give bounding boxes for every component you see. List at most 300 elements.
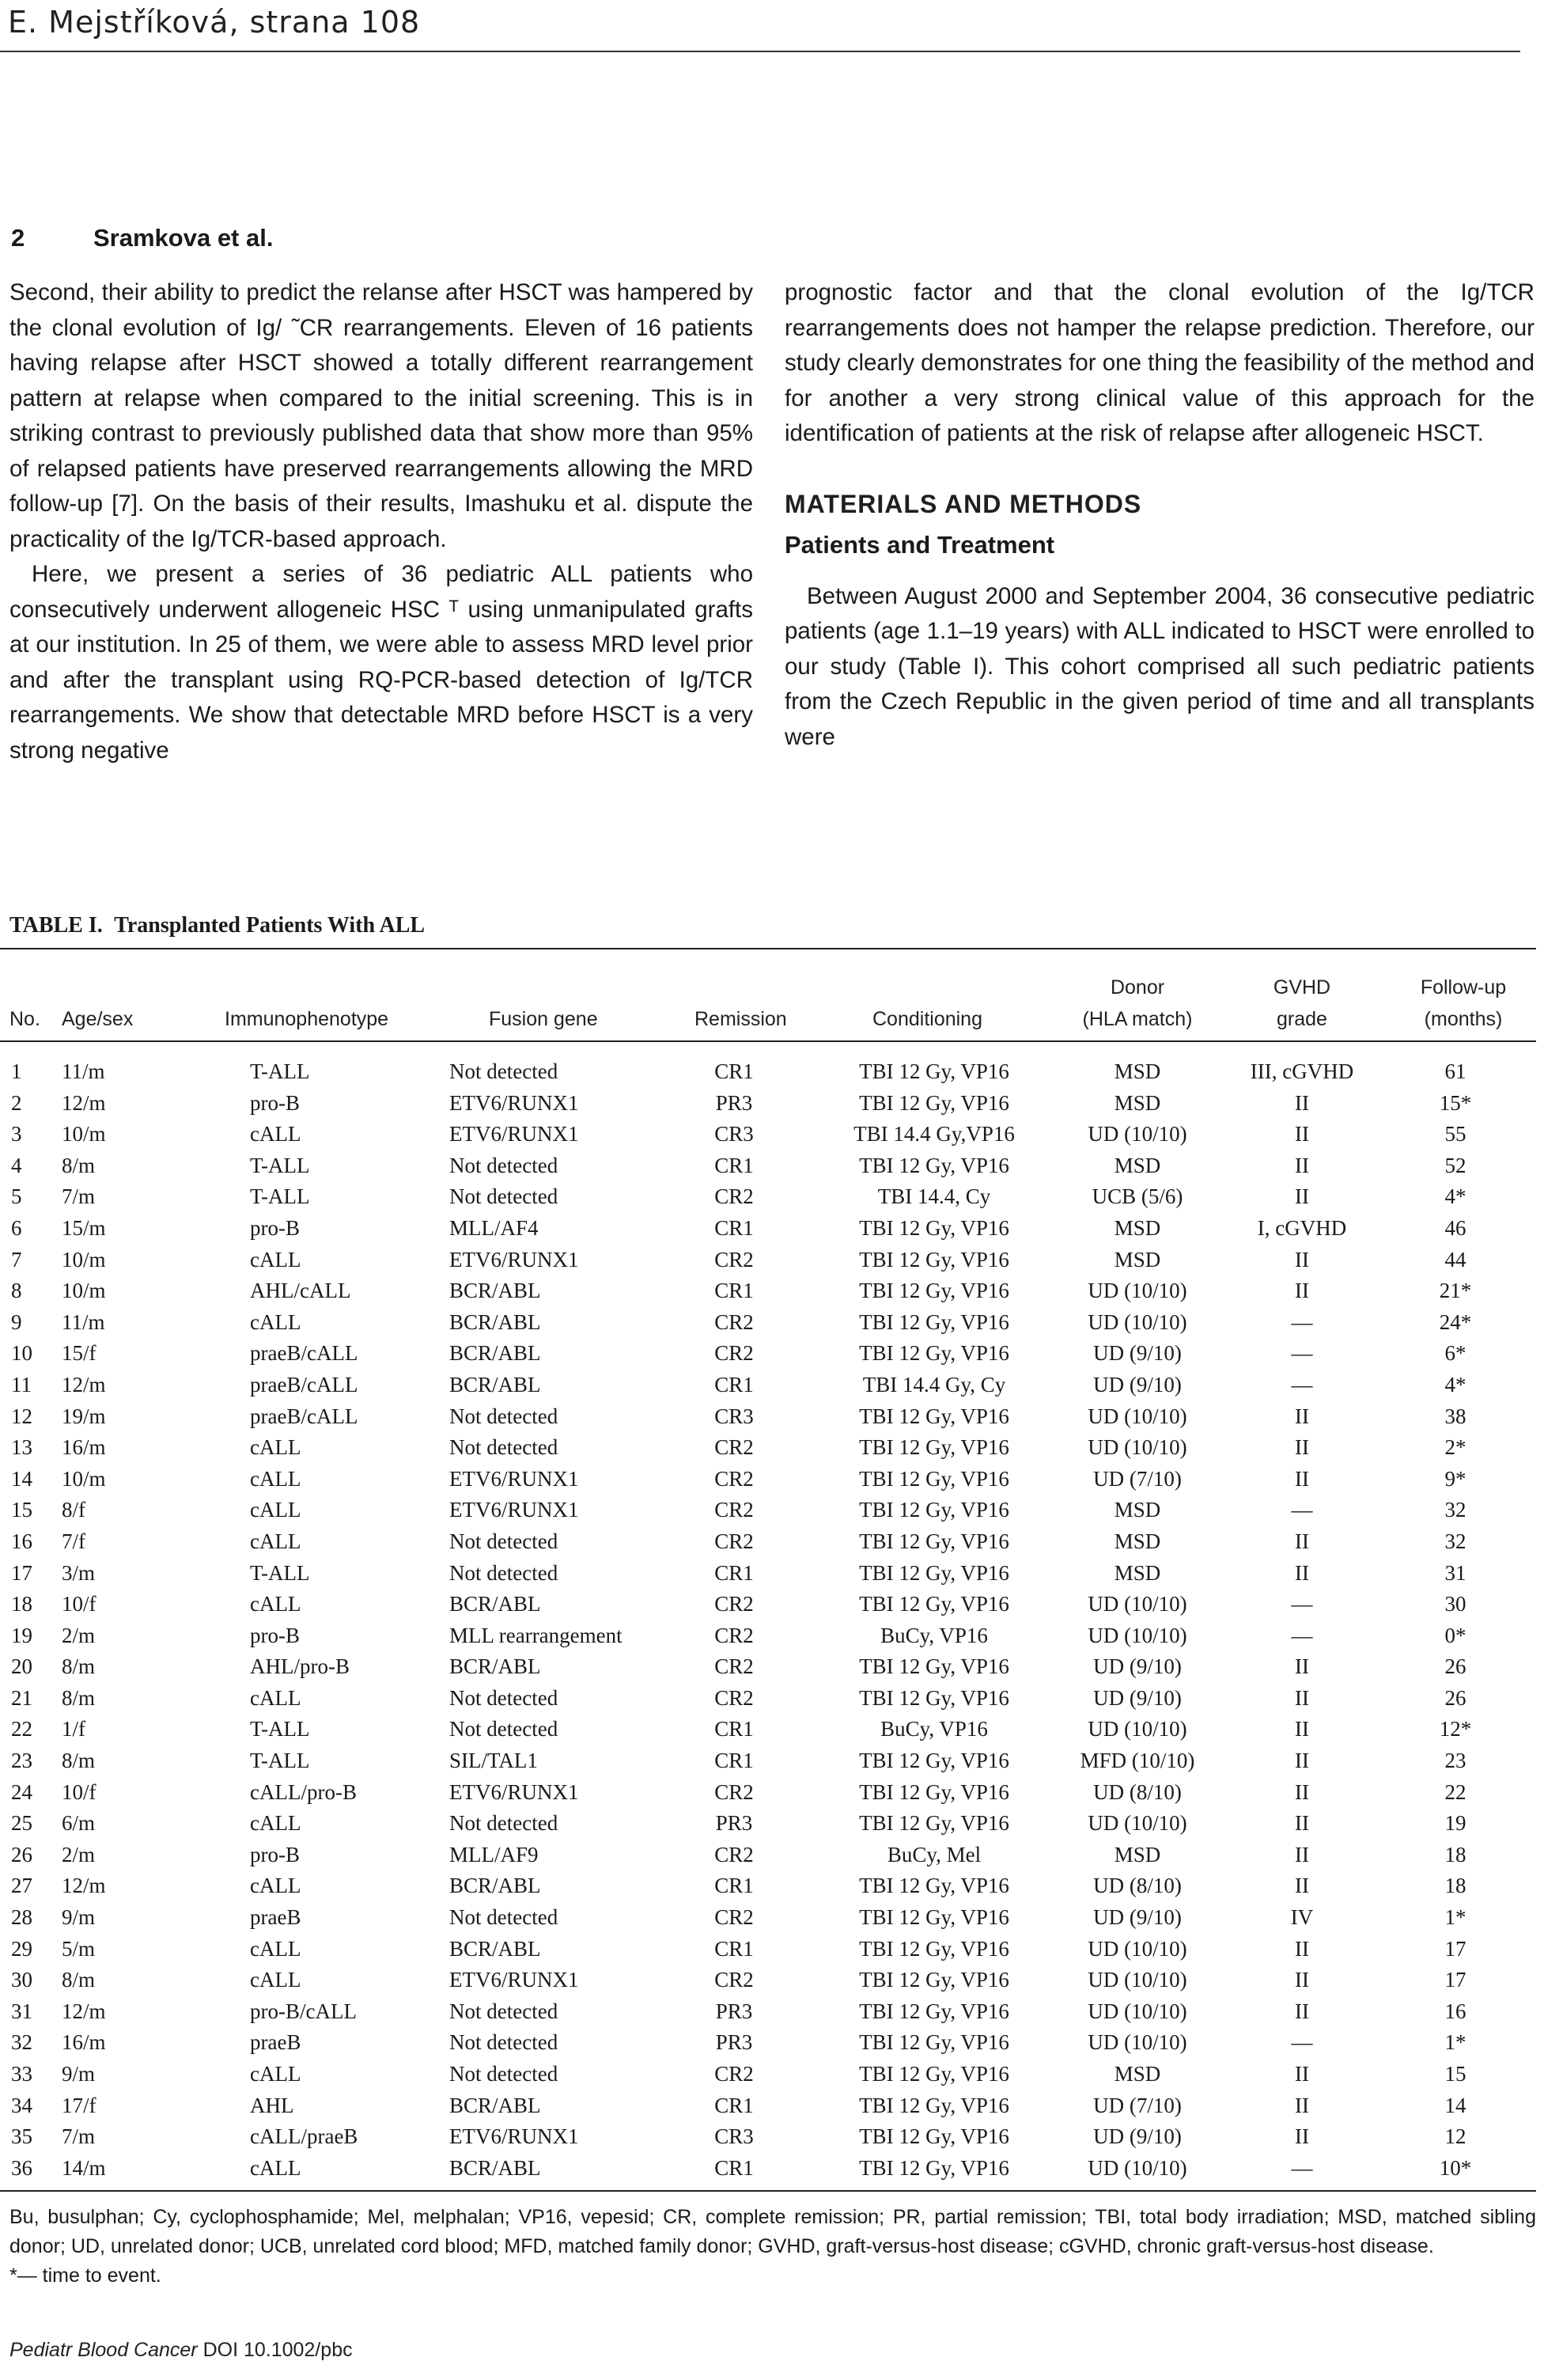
cell-remission: CR2: [714, 1435, 754, 1460]
cell-no: 23: [11, 1749, 32, 1773]
cell-conditioning: TBI 12 Gy, VP16: [859, 1404, 1009, 1428]
cell-fusion-gene: ETV6/RUNX1: [449, 1779, 579, 1804]
cell-age-sex: 14/m: [62, 2155, 106, 2180]
cell-no: 11: [11, 1372, 32, 1397]
cell-gvhd: —: [1291, 1592, 1313, 1616]
header-gvhd: GVHD: [1273, 976, 1331, 999]
cell-no: 4: [11, 1153, 22, 1177]
right-paragraph-continuation: prognostic factor and that the clonal evolution of the Ig/TCR rearrangements does not hamper the relapse prediction. Therefore, our study clearly demonstrates for one thing the feasibility of the method and for another a very strong clinical value of this approach for the identification of patients at the risk of relapse after allogeneic HSCT.: [785, 279, 1535, 446]
cell-age-sex: 10/m: [62, 1122, 106, 1146]
left-paragraph-2: Here, we present a series of 36 pediatric ALL patients who consecutively underwent allogeneic HSC ᵀ using unmanipulated grafts at our institution. In 25 of them, we were able to assess MRD level prior and after the transplant using RQ-PCR-based detection of Ig/TCR rearrangements. We show that detectable MRD before HSCT is a very strong negative: [9, 561, 753, 764]
cell-fusion-gene: ETV6/RUNX1: [449, 1247, 579, 1271]
cell-immunophenotype: cALL: [250, 1592, 301, 1616]
cell-no: 13: [11, 1435, 32, 1460]
page-header: E. Mejstříková, strana 108: [8, 5, 421, 40]
header-remission: Remission: [694, 1008, 787, 1030]
cell-fusion-gene: Not detected: [449, 1811, 558, 1836]
table-row: [0, 1056, 1536, 1088]
cell-followup: 1*: [1444, 1905, 1466, 1930]
cell-fusion-gene: Not detected: [449, 1404, 558, 1428]
cell-gvhd: III, cGVHD: [1250, 1059, 1354, 1083]
cell-followup: 15: [1444, 2062, 1466, 2086]
cell-no: 35: [11, 2124, 32, 2149]
table-row: [0, 2153, 1536, 2185]
cell-immunophenotype: praeB: [250, 2030, 301, 2055]
cell-followup: 15*: [1439, 1090, 1472, 1115]
cell-fusion-gene: SIL/TAL1: [449, 1749, 538, 1773]
cell-no: 8: [11, 1279, 22, 1303]
cell-conditioning: TBI 12 Gy, VP16: [859, 1090, 1009, 1115]
table-row: [0, 1651, 1536, 1683]
cell-donor: UD (10/10): [1088, 1717, 1187, 1741]
cell-fusion-gene: ETV6/RUNX1: [449, 2124, 579, 2149]
cell-donor: MFD (10/10): [1080, 1749, 1195, 1773]
footer-journal: Pediatr Blood Cancer: [9, 2339, 198, 2361]
cell-donor: UD (9/10): [1093, 1341, 1182, 1366]
cell-age-sex: 16/m: [62, 2030, 106, 2055]
cell-immunophenotype: cALL: [250, 1498, 301, 1522]
cell-donor: UD (8/10): [1093, 1779, 1182, 1804]
cell-remission: CR1: [714, 2093, 754, 2117]
cell-gvhd: II: [1295, 1999, 1309, 2023]
cell-conditioning: TBI 12 Gy, VP16: [859, 1874, 1009, 1898]
cell-age-sex: 11/m: [62, 1059, 105, 1083]
cell-no: 33: [11, 2062, 32, 2086]
cell-gvhd: —: [1291, 1372, 1313, 1397]
cell-gvhd: II: [1295, 1936, 1309, 1961]
cell-no: 18: [11, 1592, 32, 1616]
cell-no: 9: [11, 1309, 22, 1334]
cell-no: 34: [11, 2093, 32, 2117]
cell-age-sex: 2/m: [62, 1623, 96, 1647]
cell-donor: UD (10/10): [1088, 1623, 1187, 1647]
table-row: [0, 1965, 1536, 1996]
cell-followup: 17: [1444, 1968, 1466, 1992]
cell-age-sex: 8/m: [62, 1685, 96, 1710]
cell-age-sex: 12/m: [62, 1874, 106, 1898]
cell-remission: CR1: [714, 1059, 754, 1083]
cell-age-sex: 16/m: [62, 1435, 106, 1460]
cell-fusion-gene: BCR/ABL: [449, 1592, 541, 1616]
header-followup: Follow-up: [1420, 976, 1507, 999]
cell-age-sex: 10/f: [62, 1779, 96, 1804]
cell-donor: UD (10/10): [1088, 1592, 1187, 1616]
cell-no: 14: [11, 1466, 32, 1491]
table-row: [0, 1589, 1536, 1620]
cell-no: 36: [11, 2155, 32, 2180]
cell-gvhd: II: [1295, 1090, 1309, 1115]
table-row: [0, 1401, 1536, 1433]
cell-followup: 12: [1444, 2124, 1466, 2149]
cell-conditioning: TBI 12 Gy, VP16: [859, 2030, 1009, 2055]
cell-conditioning: TBI 12 Gy, VP16: [859, 1936, 1009, 1961]
table-title: Transplanted Patients With ALL: [114, 913, 426, 938]
cell-conditioning: TBI 12 Gy, VP16: [859, 1498, 1009, 1522]
cell-conditioning: TBI 14.4 Gy, Cy: [862, 1372, 1006, 1397]
cell-age-sex: 7/m: [62, 2124, 96, 2149]
cell-age-sex: 8/m: [62, 1749, 96, 1773]
cell-remission: CR2: [714, 1592, 754, 1616]
cell-gvhd: —: [1291, 1341, 1313, 1366]
table-row: [0, 1464, 1536, 1495]
cell-conditioning: TBI 12 Gy, VP16: [859, 1215, 1009, 1240]
cell-immunophenotype: AHL: [250, 2093, 294, 2117]
cell-immunophenotype: praeB/cALL: [250, 1341, 358, 1366]
cell-remission: CR1: [714, 1717, 754, 1741]
table-caption: [9, 913, 425, 938]
cell-donor: UD (10/10): [1088, 1279, 1187, 1303]
cell-remission: CR2: [714, 1968, 754, 1992]
cell-gvhd: II: [1295, 1968, 1309, 1992]
cell-age-sex: 2/m: [62, 1842, 96, 1866]
left-column: [9, 275, 753, 768]
cell-gvhd: II: [1295, 2062, 1309, 2086]
cell-conditioning: TBI 12 Gy, VP16: [859, 1247, 1009, 1271]
cell-age-sex: 12/m: [62, 1090, 106, 1115]
cell-conditioning: TBI 12 Gy, VP16: [859, 1466, 1009, 1491]
header-no: No.: [9, 1008, 40, 1030]
cell-no: 16: [11, 1529, 32, 1553]
cell-age-sex: 11/m: [62, 1309, 105, 1334]
cell-immunophenotype: cALL: [250, 1968, 301, 1992]
cell-no: 32: [11, 2030, 32, 2055]
cell-conditioning: BuCy, Mel: [887, 1842, 982, 1866]
table-row: [0, 1213, 1536, 1245]
cell-followup: 46: [1444, 1215, 1466, 1240]
cell-remission: CR1: [714, 1279, 754, 1303]
cell-fusion-gene: BCR/ABL: [449, 2155, 541, 2180]
cell-donor: MSD: [1114, 1153, 1161, 1177]
cell-immunophenotype: T-ALL: [250, 1749, 310, 1773]
cell-gvhd: —: [1291, 1623, 1313, 1647]
cell-followup: 10*: [1439, 2155, 1472, 2180]
cell-no: 6: [11, 1215, 22, 1240]
cell-conditioning: TBI 12 Gy, VP16: [859, 1968, 1009, 1992]
cell-age-sex: 12/m: [62, 1372, 106, 1397]
table-row: [0, 1088, 1536, 1120]
cell-fusion-gene: ETV6/RUNX1: [449, 1498, 579, 1522]
table-row: [0, 1119, 1536, 1150]
cell-followup: 24*: [1439, 1309, 1472, 1334]
cell-conditioning: TBI 14.4 Gy,VP16: [853, 1122, 1015, 1146]
cell-conditioning: TBI 12 Gy, VP16: [859, 1279, 1009, 1303]
cell-immunophenotype: cALL: [250, 1435, 301, 1460]
cell-no: 1: [11, 1059, 22, 1083]
cell-no: 3: [11, 1122, 22, 1146]
header-fusion-gene: Fusion gene: [489, 1008, 598, 1030]
header-donor-hla: (HLA match): [1082, 1008, 1193, 1030]
cell-followup: 30: [1444, 1592, 1466, 1616]
cell-gvhd: —: [1291, 1498, 1313, 1522]
header-age-sex: Age/sex: [62, 1008, 134, 1030]
cell-remission: PR3: [715, 1090, 753, 1115]
table-row: [0, 1558, 1536, 1590]
table-header-rule: [0, 1040, 1536, 1042]
footer-doi: DOI 10.1002/pbc: [202, 2339, 353, 2361]
cell-donor: MSD: [1114, 1498, 1161, 1522]
table-row: [0, 1714, 1536, 1745]
table-row: [0, 1338, 1536, 1370]
cell-fusion-gene: Not detected: [449, 1905, 558, 1930]
cell-fusion-gene: MLL/AF4: [449, 1215, 539, 1240]
cell-remission: CR1: [714, 1372, 754, 1397]
cell-no: 30: [11, 1968, 32, 1992]
table-header: [0, 965, 1536, 1037]
cell-immunophenotype: T-ALL: [250, 1184, 310, 1209]
table-row: [0, 1683, 1536, 1715]
cell-remission: CR2: [714, 1905, 754, 1930]
cell-followup: 6*: [1444, 1341, 1466, 1366]
cell-gvhd: —: [1291, 2155, 1313, 2180]
cell-donor: MSD: [1114, 1560, 1161, 1585]
cell-gvhd: II: [1295, 1122, 1309, 1146]
cell-remission: CR1: [714, 1153, 754, 1177]
cell-immunophenotype: AHL/pro-B: [250, 1654, 350, 1679]
cell-fusion-gene: Not detected: [449, 1153, 558, 1177]
cell-immunophenotype: cALL: [250, 1247, 301, 1271]
cell-immunophenotype: cALL: [250, 1466, 301, 1491]
cell-age-sex: 19/m: [62, 1404, 106, 1428]
cell-immunophenotype: T-ALL: [250, 1059, 310, 1083]
cell-remission: CR2: [714, 1466, 754, 1491]
cell-conditioning: TBI 12 Gy, VP16: [859, 1749, 1009, 1773]
cell-remission: CR3: [714, 2124, 754, 2149]
cell-gvhd: II: [1295, 1560, 1309, 1585]
cell-donor: UD (10/10): [1088, 1999, 1187, 2023]
table-row: [0, 1181, 1536, 1213]
page-number: 2: [11, 224, 25, 252]
cell-age-sex: 7/m: [62, 1184, 96, 1209]
cell-donor: UD (9/10): [1093, 1685, 1182, 1710]
cell-donor: UD (10/10): [1088, 1936, 1187, 1961]
cell-fusion-gene: ETV6/RUNX1: [449, 1122, 579, 1146]
right-column: [785, 275, 1535, 755]
cell-fusion-gene: Not detected: [449, 2062, 558, 2086]
cell-conditioning: TBI 12 Gy, VP16: [859, 1905, 1009, 1930]
cell-followup: 14: [1444, 2093, 1466, 2117]
cell-remission: CR2: [714, 1184, 754, 1209]
cell-immunophenotype: cALL/praeB: [250, 2124, 358, 2149]
cell-donor: MSD: [1114, 1842, 1161, 1866]
cell-fusion-gene: BCR/ABL: [449, 1874, 541, 1898]
cell-donor: MSD: [1114, 1090, 1161, 1115]
cell-donor: UD (9/10): [1093, 1905, 1182, 1930]
cell-age-sex: 8/m: [62, 1968, 96, 1992]
cell-no: 24: [11, 1779, 32, 1804]
header-followup-months: (months): [1424, 1008, 1503, 1030]
cell-no: 31: [11, 1999, 32, 2023]
cell-donor: MSD: [1114, 2062, 1161, 2086]
cell-fusion-gene: Not detected: [449, 1184, 558, 1209]
cell-immunophenotype: pro-B: [250, 1623, 300, 1647]
table-row: [0, 1996, 1536, 2028]
cell-remission: CR1: [714, 1749, 754, 1773]
cell-no: 20: [11, 1654, 32, 1679]
cell-no: 2: [11, 1090, 22, 1115]
cell-followup: 2*: [1444, 1435, 1466, 1460]
cell-remission: CR2: [714, 1498, 754, 1522]
cell-conditioning: TBI 12 Gy, VP16: [859, 1685, 1009, 1710]
cell-conditioning: TBI 12 Gy, VP16: [859, 1309, 1009, 1334]
left-paragraph-1: Second, their ability to predict the relanse after HSCT was hampered by the clonal evolution of Ig/ ˜CR rearrangements. Eleven of 16 patients having relapse after HSCT showed a totally different rearrangement pattern at relapse when compared to the initial screening. This is in striking contrast to previously published data that show more than 95% of relapsed patients have preserved rearrangements allowing the MRD follow-up [7]. On the basis of their results, Imashuku et al. dispute the practicality of the Ig/TCR-based approach.: [9, 279, 753, 552]
cell-conditioning: BuCy, VP16: [880, 1623, 988, 1647]
table-bottom-rule: [0, 2190, 1536, 2192]
cell-gvhd: II: [1295, 2093, 1309, 2117]
cell-age-sex: 7/f: [62, 1529, 85, 1553]
cell-fusion-gene: Not detected: [449, 1560, 558, 1585]
table-row: [0, 1808, 1536, 1840]
table-row: [0, 1526, 1536, 1558]
cell-donor: UD (10/10): [1088, 1122, 1187, 1146]
cell-immunophenotype: T-ALL: [250, 1560, 310, 1585]
cell-fusion-gene: Not detected: [449, 1717, 558, 1741]
cell-conditioning: TBI 12 Gy, VP16: [859, 1999, 1009, 2023]
cell-followup: 0*: [1444, 1623, 1466, 1647]
cell-gvhd: II: [1295, 1654, 1309, 1679]
cell-donor: UD (9/10): [1093, 2124, 1182, 2149]
cell-no: 22: [11, 1717, 32, 1741]
cell-immunophenotype: cALL: [250, 1874, 301, 1898]
cell-no: 27: [11, 1874, 32, 1898]
section-heading: MATERIALS AND METHODS: [785, 489, 1142, 518]
cell-donor: UD (10/10): [1088, 2030, 1187, 2055]
table-row: [0, 1495, 1536, 1526]
cell-fusion-gene: Not detected: [449, 1999, 558, 2023]
cell-donor: UD (10/10): [1088, 1968, 1187, 1992]
cell-immunophenotype: cALL: [250, 2155, 301, 2180]
cell-immunophenotype: T-ALL: [250, 1153, 310, 1177]
cell-fusion-gene: BCR/ABL: [449, 1936, 541, 1961]
cell-gvhd: II: [1295, 1717, 1309, 1741]
table-row: [0, 1307, 1536, 1339]
cell-donor: UD (8/10): [1093, 1874, 1182, 1898]
cell-gvhd: II: [1295, 1404, 1309, 1428]
footnote-abbreviations: Bu, busulphan; Cy, cyclophosphamide; Mel, melphalan; VP16, vepesid; CR, complete remission; PR, partial remission; TBI, total body irradiation; MSD, matched sibling donor; UD, unrelated donor; UCB, unrelated cord blood; MFD, matched family donor; GVHD, graft-versus-host disease; cGVHD, chronic graft-versus-host disease.: [9, 2206, 1536, 2257]
cell-donor: MSD: [1114, 1059, 1161, 1083]
table-row: [0, 1150, 1536, 1182]
cell-conditioning: TBI 12 Gy, VP16: [859, 1779, 1009, 1804]
cell-gvhd: II: [1295, 1466, 1309, 1491]
table-row: [0, 2090, 1536, 2122]
table-row: [0, 1870, 1536, 1902]
cell-conditioning: TBI 12 Gy, VP16: [859, 2093, 1009, 2117]
table-row: [0, 1777, 1536, 1809]
cell-no: 5: [11, 1184, 22, 1209]
cell-followup: 17: [1444, 1936, 1466, 1961]
cell-followup: 23: [1444, 1749, 1466, 1773]
running-head: Sramkova et al.: [93, 224, 274, 252]
header-immunophenotype: Immunophenotype: [225, 1008, 389, 1030]
table-row: [0, 1934, 1536, 1965]
cell-conditioning: TBI 12 Gy, VP16: [859, 1435, 1009, 1460]
cell-immunophenotype: cALL: [250, 1309, 301, 1334]
footnote-star: *— time to event.: [9, 2264, 161, 2287]
cell-followup: 38: [1444, 1404, 1466, 1428]
cell-followup: 16: [1444, 1999, 1466, 2023]
cell-fusion-gene: MLL rearrangement: [449, 1623, 623, 1647]
cell-immunophenotype: praeB/cALL: [250, 1404, 358, 1428]
cell-followup: 32: [1444, 1498, 1466, 1522]
cell-immunophenotype: cALL: [250, 1936, 301, 1961]
cell-donor: UD (7/10): [1093, 1466, 1182, 1491]
cell-conditioning: BuCy, VP16: [880, 1717, 988, 1741]
header-conditioning: Conditioning: [872, 1008, 982, 1030]
cell-followup: 9*: [1444, 1466, 1466, 1491]
cell-gvhd: I, cGVHD: [1257, 1215, 1347, 1240]
cell-donor: MSD: [1114, 1529, 1161, 1553]
cell-no: 12: [11, 1404, 32, 1428]
cell-fusion-gene: MLL/AF9: [449, 1842, 539, 1866]
cell-age-sex: 12/m: [62, 1999, 106, 2023]
cell-gvhd: II: [1295, 1247, 1309, 1271]
cell-conditioning: TBI 12 Gy, VP16: [859, 1341, 1009, 1366]
cell-donor: MSD: [1114, 1247, 1161, 1271]
cell-donor: UD (10/10): [1088, 1404, 1187, 1428]
cell-immunophenotype: AHL/cALL: [250, 1279, 351, 1303]
table-row: [0, 1620, 1536, 1652]
header-rule: [0, 51, 1520, 52]
cell-followup: 52: [1444, 1153, 1466, 1177]
cell-donor: UD (9/10): [1093, 1372, 1182, 1397]
cell-followup: 44: [1444, 1247, 1466, 1271]
cell-remission: CR2: [714, 2062, 754, 2086]
cell-fusion-gene: Not detected: [449, 1685, 558, 1710]
cell-no: 10: [11, 1341, 32, 1366]
table-label: TABLE I.: [9, 913, 103, 938]
cell-remission: CR2: [714, 1779, 754, 1804]
header-donor: Donor: [1110, 976, 1165, 999]
cell-fusion-gene: Not detected: [449, 1059, 558, 1083]
cell-gvhd: II: [1295, 1874, 1309, 1898]
cell-conditioning: TBI 12 Gy, VP16: [859, 1153, 1009, 1177]
cell-followup: 12*: [1439, 1717, 1472, 1741]
cell-fusion-gene: ETV6/RUNX1: [449, 1968, 579, 1992]
cell-fusion-gene: BCR/ABL: [449, 1279, 541, 1303]
cell-immunophenotype: praeB: [250, 1905, 301, 1930]
cell-age-sex: 8/f: [62, 1498, 85, 1522]
cell-remission: CR2: [714, 1529, 754, 1553]
cell-immunophenotype: cALL: [250, 1811, 301, 1836]
cell-gvhd: —: [1291, 2030, 1313, 2055]
cell-followup: 26: [1444, 1654, 1466, 1679]
table-row: [0, 1275, 1536, 1307]
cell-remission: CR1: [714, 1215, 754, 1240]
cell-remission: CR2: [714, 1341, 754, 1366]
cell-remission: PR3: [715, 1811, 753, 1836]
cell-no: 25: [11, 1811, 32, 1836]
cell-gvhd: IV: [1290, 1905, 1314, 1930]
cell-immunophenotype: pro-B: [250, 1215, 300, 1240]
cell-remission: CR2: [714, 1247, 754, 1271]
table-row: [0, 1745, 1536, 1777]
cell-age-sex: 10/m: [62, 1279, 106, 1303]
subsection-heading: Patients and Treatment: [785, 531, 1055, 559]
cell-no: 21: [11, 1685, 32, 1710]
cell-followup: 22: [1444, 1779, 1466, 1804]
cell-remission: CR1: [714, 1874, 754, 1898]
cell-gvhd: II: [1295, 1153, 1309, 1177]
cell-immunophenotype: cALL: [250, 1122, 301, 1146]
cell-conditioning: TBI 12 Gy, VP16: [859, 1811, 1009, 1836]
cell-no: 26: [11, 1842, 32, 1866]
cell-remission: CR2: [714, 1623, 754, 1647]
cell-conditioning: TBI 12 Gy, VP16: [859, 2124, 1009, 2149]
cell-donor: UD (10/10): [1088, 1811, 1187, 1836]
cell-followup: 31: [1444, 1560, 1466, 1585]
cell-fusion-gene: BCR/ABL: [449, 1372, 541, 1397]
cell-age-sex: 5/m: [62, 1936, 96, 1961]
cell-gvhd: II: [1295, 1529, 1309, 1553]
